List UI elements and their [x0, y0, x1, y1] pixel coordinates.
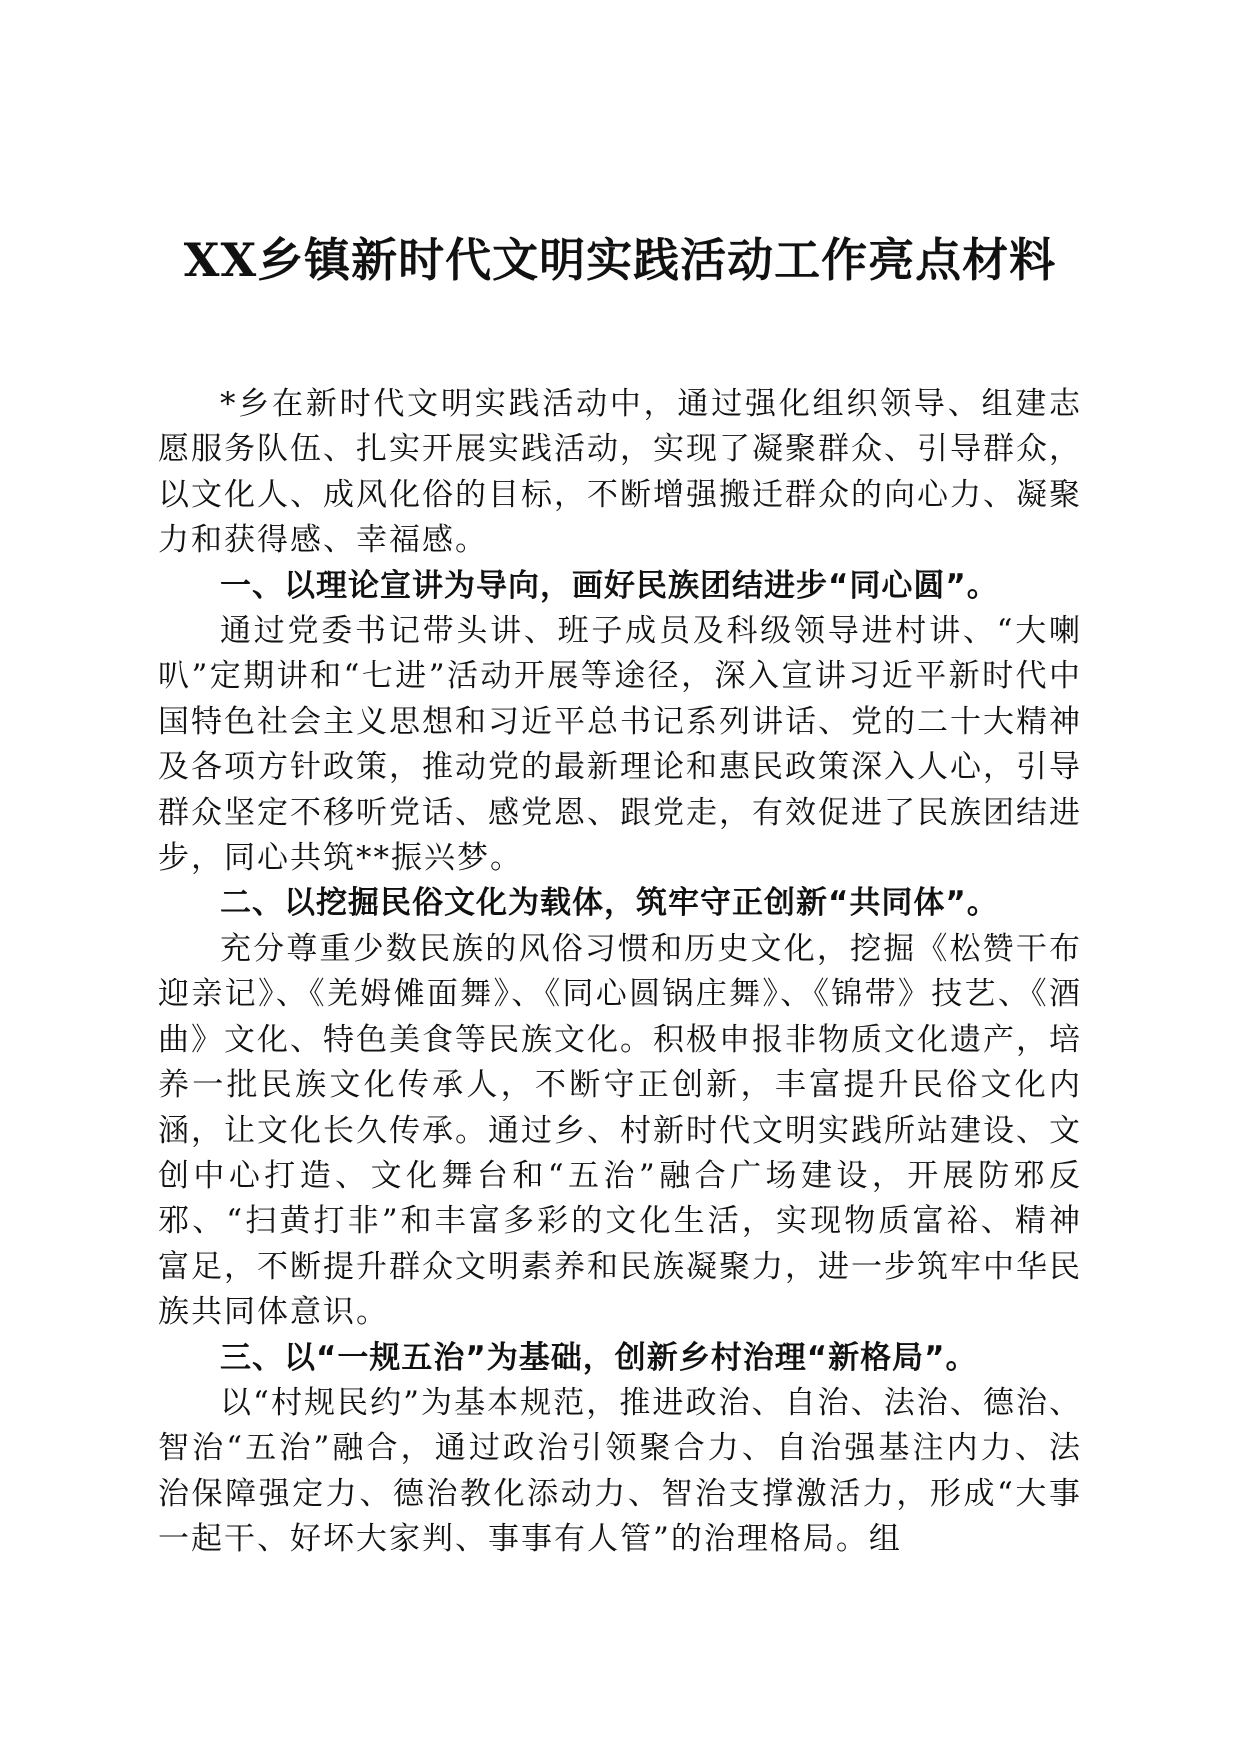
section-heading-3: 三、以“一规五治”为基础，创新乡村治理“新格局”。: [220, 1339, 978, 1376]
section-paragraph-1: 通过党委书记带头讲、班子成员及科级领导进村讲、“大喇叭”定期讲和“七进”活动开展等途径，深入宣讲习近平新时代中国特色社会主义思想和习近平总书记系列讲话、党的二十大精神及各项方针政策，推动党的最新理论和惠民政策深入人心，引导群众坚定不移听党话、感党恩、跟党走，有效促进了民族团结进步，同心共筑**振兴梦。: [158, 613, 1082, 877]
section-paragraph-3: 以“村规民约”为基本规范，推进政治、自治、法治、德治、智治“五治”融合，通过政治引领聚合力、自治强基注内力、法治保障强定力、德治教化添动力、智治支撑激活力，形成“大事一起干、好坏大家判、事事有人管”的治理格局。组: [158, 1384, 1082, 1558]
document-body: [158, 382, 1082, 1563]
section-heading-2: 二、以挖掘民俗文化为载体，筑牢守正创新“共同体”。: [220, 885, 999, 922]
intro-paragraph: *乡在新时代文明实践活动中，通过强化组织领导、组建志愿服务队伍、扎实开展实践活动，实现了凝聚群众、引导群众，以文化人、成风化俗的目标，不断增强搬迁群众的向心力、凝聚力和获得感、幸福感。: [158, 386, 1082, 559]
document-title: XX乡镇新时代文明实践活动工作亮点材料: [183, 233, 1057, 287]
section-paragraph-2: 充分尊重少数民族的风俗习惯和历史文化，挖掘《松赞干布迎亲记》、《羌姆傩面舞》、《同心圆锅庄舞》、《锦带》技艺、《酒曲》文化、特色美食等民族文化。积极申报非物质文化遗产，培养一批民族文化传承人，不断守正创新，丰富提升民俗文化内涵，让文化长久传承。通过乡、村新时代文明实践所站建设、文创中心打造、文化舞台和“五治”融合广场建设，开展防邪反邪、“扫黄打非”和丰富多彩的文化生活，实现物质富裕、精神富足，不断提升群众文明素养和民族凝聚力，进一步筑牢中华民族共同体意识。: [158, 930, 1082, 1331]
section-heading-1: 一、以理论宣讲为导向，画好民族团结进步“同心圆”。: [220, 567, 999, 604]
